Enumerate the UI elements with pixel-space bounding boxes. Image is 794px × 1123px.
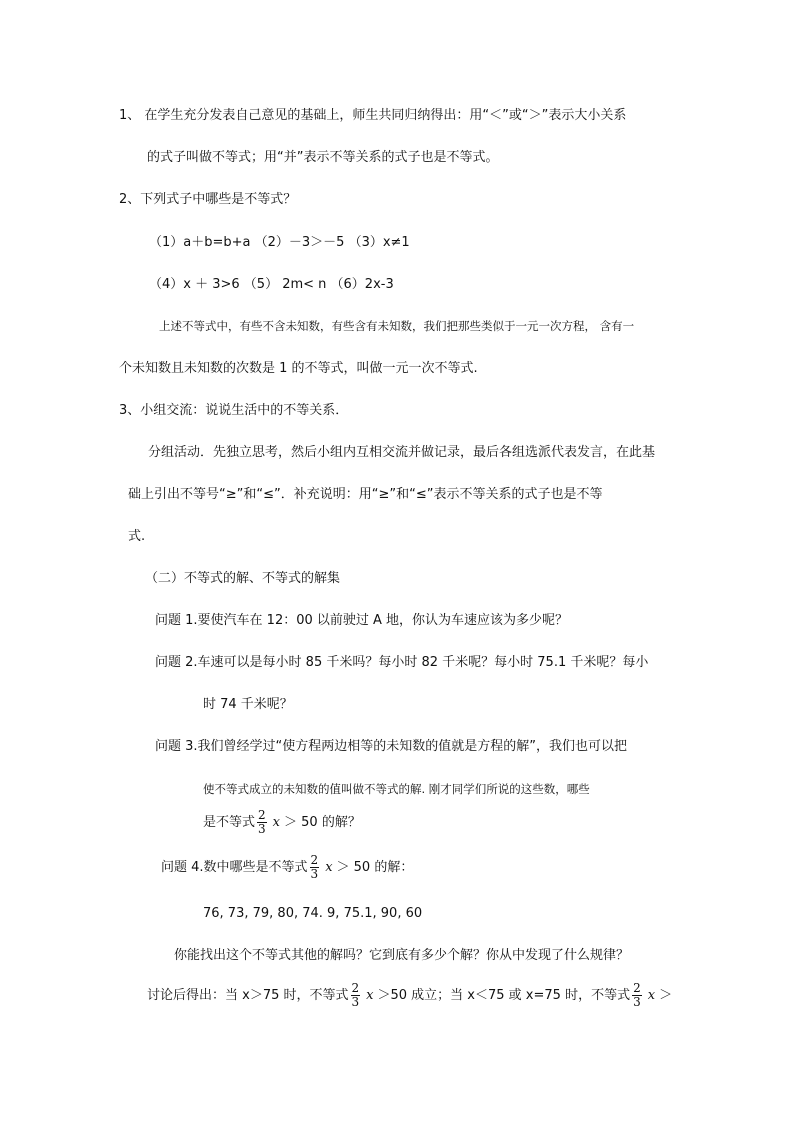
greater-than-50: ＞ 50 xyxy=(336,860,371,875)
variable-x: x xyxy=(272,815,280,830)
greater-than-50: ＞ 50 xyxy=(284,815,318,830)
fraction-denominator: 3 xyxy=(351,995,360,1009)
conclusion-line xyxy=(147,980,672,1012)
fraction-numerator: 2 xyxy=(351,981,360,995)
problem4-line xyxy=(161,852,413,884)
section1-line1: 1、 在学生充分发表自己意见的基础上，师生共同归纳得出：用“＜”或“＞”表示大小关系 xyxy=(119,108,627,123)
fraction-numerator: 2 xyxy=(258,808,266,822)
fraction-denominator: 3 xyxy=(258,822,266,836)
problem3-line2: 使不等式成立的未知数的值叫做不等式的解. 刚才同学们所说的这些数，哪些 xyxy=(203,782,590,796)
fraction-denominator: 3 xyxy=(310,867,319,881)
section3-title: 3、小组交流：说说生活中的不等关系． xyxy=(119,403,349,418)
fraction-denominator: 3 xyxy=(633,995,641,1009)
problem2-line2: 时 74 千米呢？ xyxy=(203,697,293,712)
variable-x: x xyxy=(647,988,656,1003)
section3-paragraph-line1: 分组活动．先独立思考，然后小组内互相交流并做记录，最后各组选派代表发言，在此基 xyxy=(148,445,656,460)
fraction-two-thirds xyxy=(351,982,361,1009)
section3-paragraph-line2: 础上引出不等号“≥”和“≤”．补充说明：用“≥”和“≤”表示不等关系的式子也是不等 xyxy=(128,487,603,502)
fraction-numerator: 2 xyxy=(633,981,641,995)
conclusion-end: ＞ xyxy=(659,988,673,1003)
problem4-suffix: 的解： xyxy=(374,860,414,875)
fraction-numerator: 2 xyxy=(310,853,319,867)
section2-note-line2: 个未知数且未知数的次数是 1 的不等式，叫做一元一次不等式. xyxy=(119,361,478,376)
problem4-prefix: 问题 4.数中哪些是不等式 xyxy=(161,860,308,875)
candidate-numbers: 76, 73, 79, 80, 74. 9, 75.1, 90, 60 xyxy=(203,906,423,921)
section4-heading: （二）不等式的解、不等式的解集 xyxy=(145,571,341,586)
discussion-question: 你能找出这个不等式其他的解吗？它到底有多少个解？你从中发现了什么规律？ xyxy=(174,948,630,963)
conclusion-middle: ＞50 成立；当 x＜75 或 x=75 时，不等式 xyxy=(377,988,631,1003)
variable-x: x xyxy=(366,988,374,1003)
section2-expressions-row1: （1）a＋b=b+a （2）－3＞－5 （3）x≠1 xyxy=(149,235,410,250)
conclusion-prefix: 讨论后得出：当 x＞75 时，不等式 xyxy=(147,988,349,1003)
problem3-prefix: 是不等式 xyxy=(203,815,256,830)
fraction-two-thirds xyxy=(310,854,320,881)
section2-expressions-row2: （4）x ＋ 3>6 （5） 2m< n （6）2x-3 xyxy=(149,277,394,292)
section2-question: 2、下列式子中哪些是不等式？ xyxy=(119,192,297,207)
problem2-line1: 问题 2.车速可以是每小时 85 千米吗？每小时 82 千米呢？每小时 75.1 千米呢？每小 xyxy=(155,655,649,670)
problem3-suffix: 的解？ xyxy=(321,815,361,830)
variable-x: x xyxy=(325,860,333,875)
fraction-two-thirds xyxy=(632,982,642,1009)
section3-paragraph-line3: 式. xyxy=(128,529,146,544)
problem3-line3 xyxy=(203,808,361,838)
fraction-two-thirds xyxy=(257,809,267,836)
section2-note-line1: 上述不等式中，有些不含未知数，有些含有未知数，我们把那些类似于一元一次方程， 含有一 xyxy=(159,319,635,333)
problem3-line1: 问题 3.我们曾经学过“使方程两边相等的未知数的值就是方程的解”，我们也可以把 xyxy=(155,739,628,754)
problem1: 问题 1.要使汽车在 12：00 以前驶过 A 地，你认为车速应该为多少呢？ xyxy=(155,613,569,628)
section1-line2: 的式子叫做不等式；用“并”表示不等关系的式子也是不等式。 xyxy=(147,150,499,165)
